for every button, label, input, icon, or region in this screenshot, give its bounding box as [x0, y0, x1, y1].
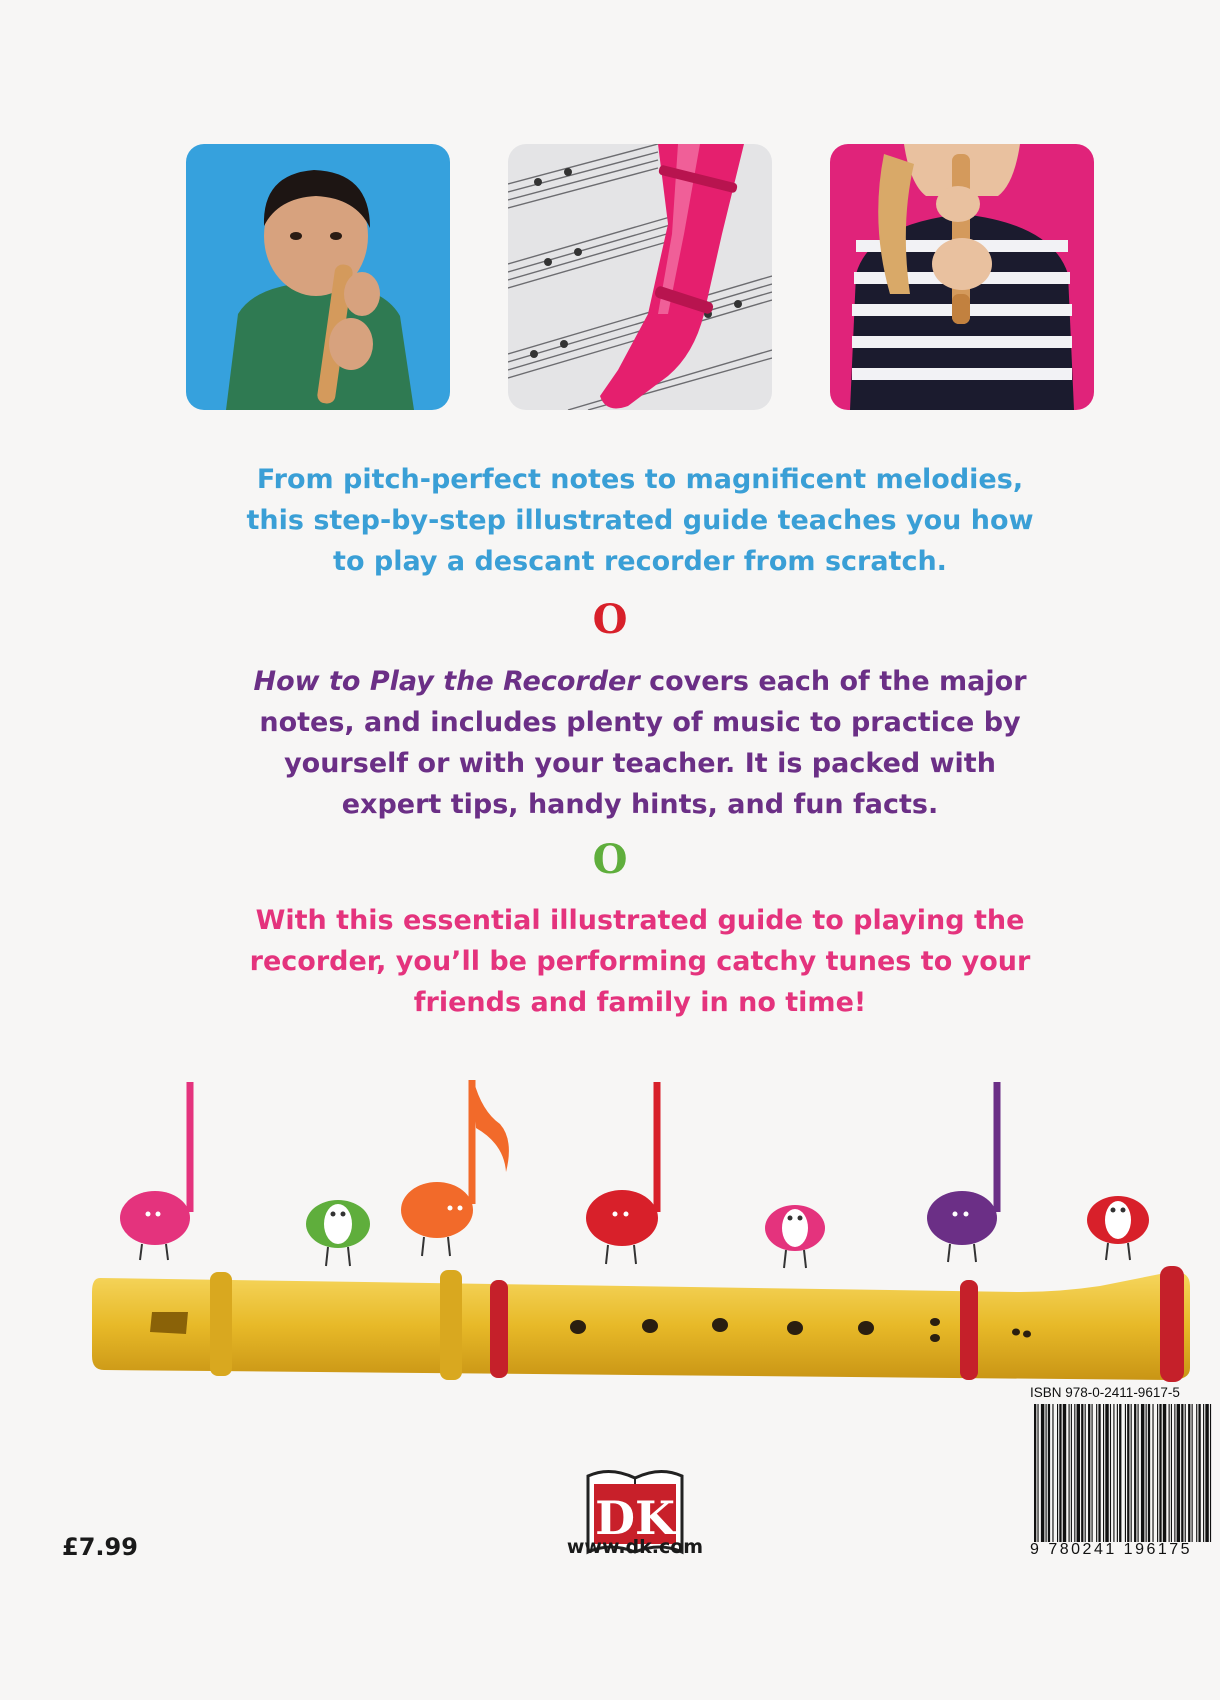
barcode-bar	[1098, 1404, 1100, 1542]
barcode-bar	[1174, 1404, 1175, 1542]
girl-playing-recorder-image	[830, 144, 1094, 410]
barcode-bar	[1157, 1404, 1158, 1542]
blurb-closing-line: With this essential illustrated guide to playing the	[255, 905, 1025, 936]
blurb-contents-line: notes, and includes plenty of music to practice by	[259, 707, 1021, 738]
barcode-bar	[1069, 1404, 1070, 1542]
barcode-bar	[1092, 1404, 1093, 1542]
barcode-bar	[1046, 1404, 1047, 1542]
barcode-bar	[1148, 1404, 1150, 1542]
barcode-bar	[1131, 1404, 1132, 1542]
pink-note-character-icon	[120, 1082, 190, 1260]
photo-girl-recorder	[830, 144, 1094, 410]
barcode-bar	[1198, 1404, 1200, 1542]
barcode-bar	[1037, 1404, 1038, 1542]
blurb-intro-line: this step-by-step illustrated guide teaches you how	[246, 505, 1034, 536]
boy-playing-recorder-image	[186, 144, 450, 410]
barcode-bar	[1169, 1404, 1170, 1542]
green-note-separator: O	[592, 836, 628, 883]
barcode-bar	[1138, 1404, 1139, 1542]
barcode-bar	[1125, 1404, 1126, 1542]
blurb-contents	[200, 661, 1080, 825]
blurb-closing	[200, 900, 1080, 1023]
dk-logo-text: DK	[595, 1491, 675, 1545]
blurb-contents-line	[200, 661, 1080, 702]
orange-note-character-icon	[401, 1080, 509, 1256]
barcode-bar	[1103, 1404, 1104, 1542]
barcode-bar	[1185, 1404, 1186, 1542]
blurb-contents-line: yourself or with your teacher. It is packed with	[284, 748, 996, 779]
barcode-bar	[1081, 1404, 1083, 1542]
barcode-bar	[1119, 1404, 1121, 1542]
barcode-bar	[1134, 1404, 1136, 1542]
blurb-intro	[200, 459, 1080, 582]
photo-boy-recorder	[186, 144, 450, 410]
barcode-bar	[1210, 1404, 1211, 1542]
barcode-bar	[1096, 1404, 1097, 1542]
barcode-bar	[1077, 1404, 1080, 1542]
green-note-character-icon	[306, 1200, 370, 1266]
barcode-bar	[1052, 1404, 1053, 1542]
barcode-bar	[1146, 1404, 1147, 1542]
barcode-bar	[1048, 1404, 1050, 1542]
price-label: £7.99	[62, 1533, 138, 1561]
blurb-closing-line: friends and family in no time!	[413, 987, 867, 1018]
barcode-bar	[1041, 1404, 1044, 1542]
blurb-contents-line: expert tips, handy hints, and fun facts.	[341, 789, 939, 820]
barcode-bar	[1188, 1404, 1190, 1542]
pink-whole-note-character-icon	[765, 1205, 825, 1268]
barcode-bar	[1117, 1404, 1118, 1542]
barcode-bar	[1113, 1404, 1114, 1542]
barcode-bar	[1192, 1404, 1193, 1542]
purple-note-character-icon	[927, 1082, 997, 1262]
barcode-bar	[1127, 1404, 1129, 1542]
blurb-intro-line: From pitch-perfect notes to magnificent melodies,	[256, 464, 1024, 495]
barcode-bar	[1059, 1404, 1061, 1542]
barcode-bar	[1105, 1404, 1108, 1542]
pink-recorder-on-sheet-music-image	[508, 144, 772, 410]
barcode-bar	[1159, 1404, 1161, 1542]
publisher-url[interactable]: www.dk.com	[566, 1536, 704, 1558]
red-note-character-icon	[586, 1082, 658, 1264]
barcode-bar	[1063, 1404, 1066, 1542]
isbn-label: ISBN 978-0-2411-9617-5	[1030, 1385, 1180, 1400]
barcode-bar	[1177, 1404, 1180, 1542]
barcode-bar	[1057, 1404, 1058, 1542]
recorder-icon	[92, 1266, 1190, 1382]
blurb-contents-text: covers each of the major	[639, 666, 1027, 697]
barcode-icon	[1030, 1404, 1213, 1542]
barcode-bar	[1110, 1404, 1111, 1542]
barcode-bar	[1152, 1404, 1153, 1542]
book-title: How to Play the Recorder	[253, 666, 640, 697]
barcode-bar	[1085, 1404, 1086, 1542]
blurb-intro-line: to play a descant recorder from scratch.	[333, 546, 947, 577]
barcode-bar	[1074, 1404, 1075, 1542]
photo-pink-recorder	[508, 144, 772, 410]
barcode-bar	[1181, 1404, 1183, 1542]
barcode-bar	[1088, 1404, 1090, 1542]
barcode-bar	[1196, 1404, 1197, 1542]
barcode-bar	[1034, 1404, 1036, 1542]
barcode-digits: 9 780241 196175	[1030, 1541, 1193, 1558]
barcode-bar	[1203, 1404, 1204, 1542]
barcode-bar	[1171, 1404, 1172, 1542]
red-note-separator: O	[592, 596, 628, 643]
blurb-closing-line: recorder, you’ll be performing catchy tunes to your	[249, 946, 1031, 977]
red-whole-note-character-icon	[1087, 1196, 1149, 1260]
barcode-bar	[1071, 1404, 1072, 1542]
barcode-bar	[1163, 1404, 1166, 1542]
barcode-bar	[1205, 1404, 1208, 1542]
barcode-bar	[1141, 1404, 1144, 1542]
